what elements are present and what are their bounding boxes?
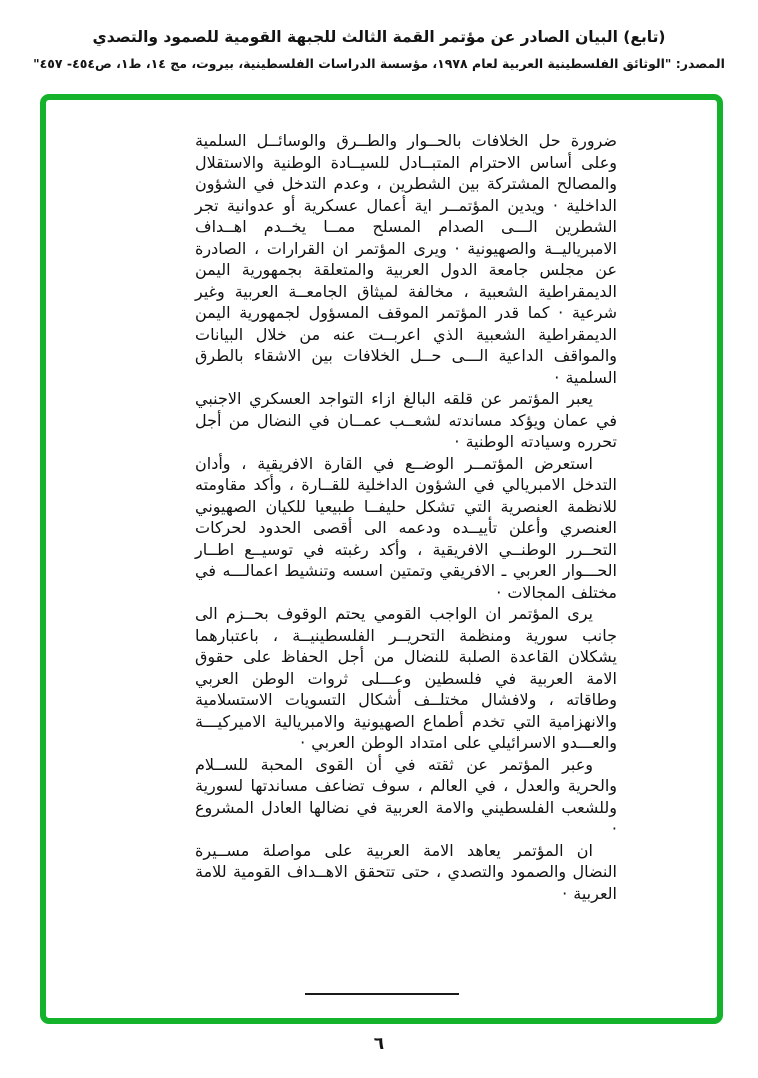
document-title: (تابع) البيان الصادر عن مؤتمر القمة الثالث للجبهة القومية للصمود والتصدي	[92, 28, 666, 46]
document-source-citation: المصدر: "الوثائق الفلسطينية العربية لعام ١٩٧٨، مؤسسة الدراسات الفلسطينية، بيروت، مج ١٤، ط١، ص٤٥٤- ٤٥٧"	[33, 56, 725, 71]
paragraph: يرى المؤتمر ان الواجب القومي يحتم الوقوف بحــزم الى جانب سورية ومنظمة التحريــر الفلسطينيــة ، باعتبارهما يشكلان القاعدة الصلبة للنضال من أجل الحفاظ على حقوق الامة العربية في فلسطين وعـــلى ثروات الوطن العربي وطاقاته ، ولافشال مختلــف أشكال التسويات الاستسلامية والانهزامية التي تخدم أطماع الصهيونية والامبريالية الاميركيـــة والعـــدو الاسرائيلي على امتداد الوطن العربي ·	[195, 604, 617, 752]
paragraph: استعرض المؤتمــر الوضــع في القارة الافريقية ، وأدان التدخل الامبريالي في الشؤون الداخلية للقــارة ، وأكد مقاومته للانظمة العنصرية التي تشكل حليفــا طبيعيا للكيان الصهيوني العنصري وأعلن تأييــده ودعمه الى أقصى الحدود لحركات التحــرر الوطنــي الافريقية ، وأكد رغبته في توسيــع اطــار الحـــوار العربي ـ الافريقي وتمتين اسسه وتنشيط اعمالـــه في مختلف المجالات ·	[195, 453, 617, 602]
page-header	[0, 26, 758, 73]
document-body-text	[195, 130, 617, 904]
footer-separator-line	[305, 993, 459, 995]
paragraph: ان المؤتمر يعاهد الامة العربية على مواصلة مســيرة النضال والصمود والتصدي ، حتى تتحقق الاهــداف القومية للامة العربية ·	[195, 840, 617, 903]
paragraph: وعبر المؤتمر عن ثقته في أن القوى المحبة للســلام والحرية والعدل ، في العالم ، سوف تضاعف مساندتها لسورية وللشعب الفلسطيني والامة العربية في نضالها العادل المشروع ·	[195, 754, 617, 838]
page-number: ٦	[373, 1034, 385, 1054]
green-border-frame	[40, 94, 723, 1024]
paragraph: يعبر المؤتمر عن قلقه البالغ ازاء التواجد العسكري الاجنبي في عمان ويؤكد مساندته لشعــب عمــان في النضال من أجل تحرره وسيادته الوطنية ·	[195, 389, 617, 451]
paragraph: ضرورة حل الخلافات بالحــوار والطــرق والوسائــل السلمية وعلى أساس الاحترام المتبــادل للسيــادة الوطنية والاستقلال والمصالح المشتركة بين الشطرين ، وعدم التدخل في الشؤون الداخلية · ويدين المؤتمــر اية أعمال عسكرية أو عدوانية تجر الشطرين الـــى الصدام المسلح ممــا يخــدم اهــداف الامبرياليــة والصهيونية · ويرى المؤتمر ان القرارات ، الصادرة عن مجلس جامعة الدول العربية والمتعلقة بجمهورية اليمن الديمقراطية الشعبية ، مخالفة لميثاق الجامعــة العربية وغير شرعية · كما قدر المؤتمر الموقف المسؤول لجمهورية اليمن الديمقراطية الشعبية الذي اعربــت عنه من خلال البيانات والمواقف الداعية الـــى حــل الخلافات بين الاشقاء بالطرق السلمية ·	[195, 131, 617, 387]
